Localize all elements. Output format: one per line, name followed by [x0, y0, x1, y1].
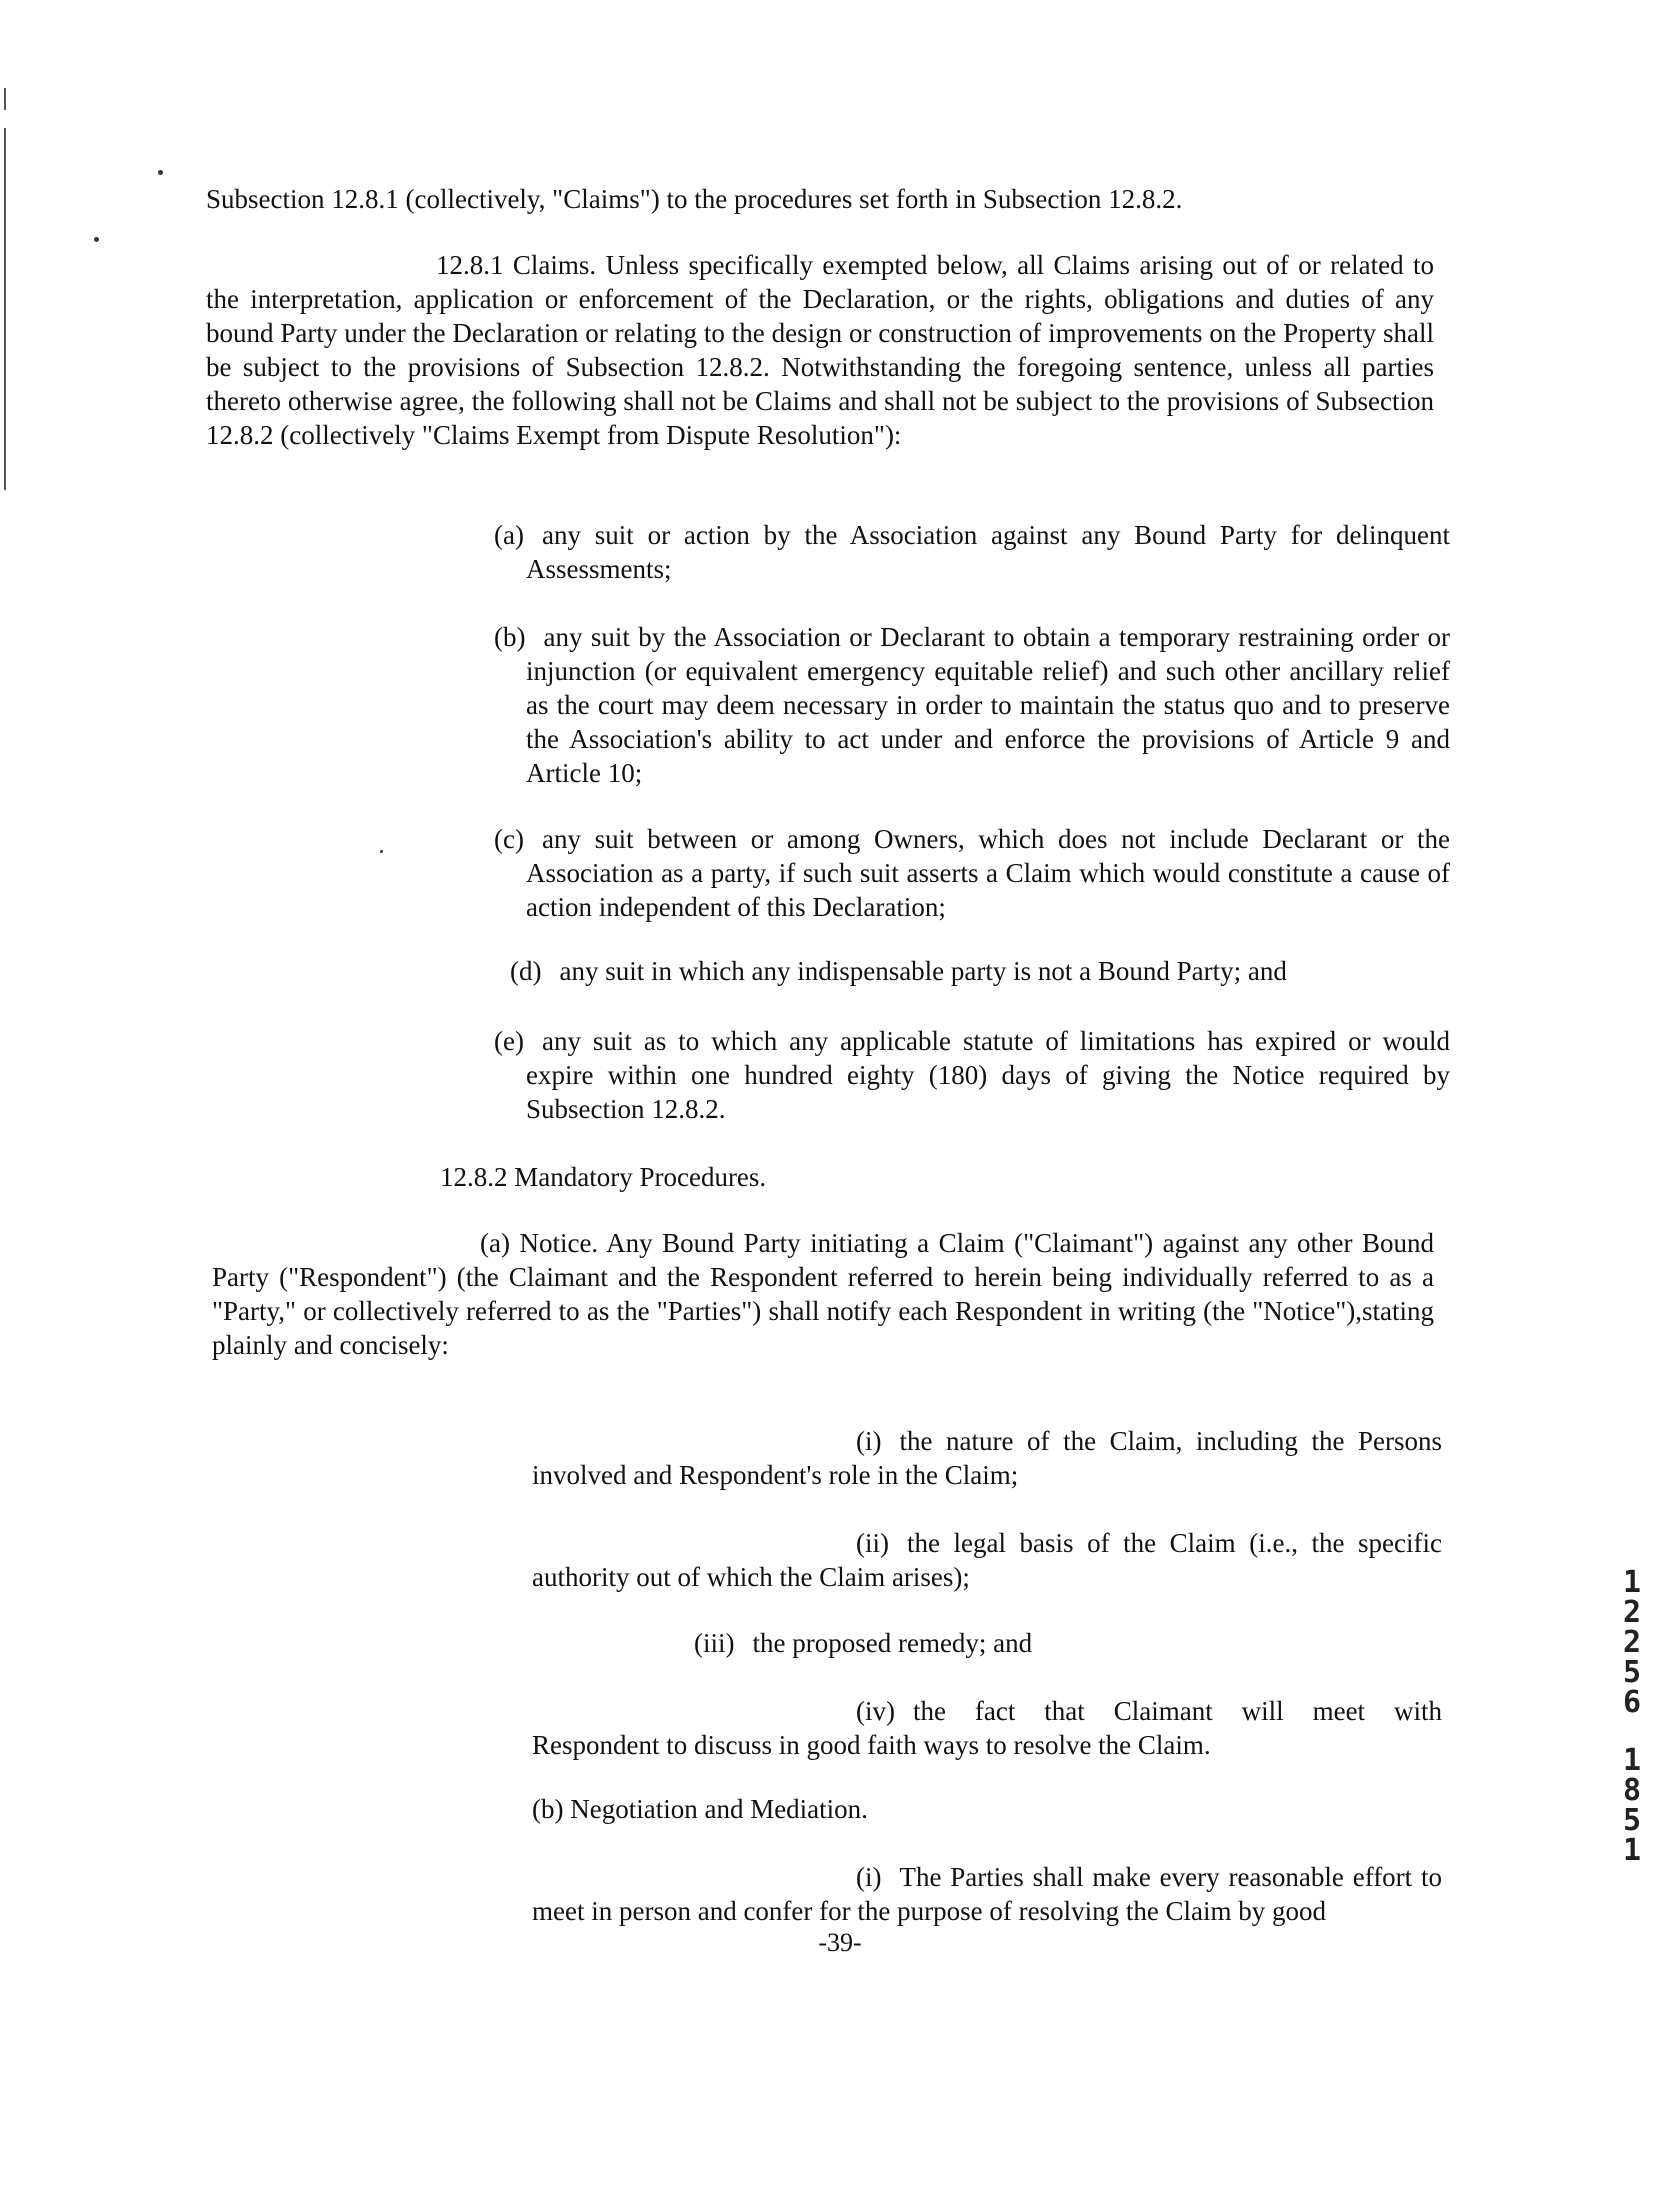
item-label: (e)	[494, 1026, 524, 1056]
stamp-digit: 1	[1622, 1743, 1642, 1778]
scan-margin-line	[4, 128, 6, 490]
item-label: (i)	[856, 1862, 882, 1892]
intro-line: Subsection 12.8.1 (collectively, "Claims") to the procedures set forth in Subsection 12.8.2.	[206, 184, 1183, 214]
stamp-digit: 1	[1622, 1565, 1642, 1600]
exempt-item-e	[494, 1024, 1450, 1126]
item-text: the proposed remedy; and	[752, 1628, 1033, 1658]
stamp-digit: 5	[1622, 1803, 1642, 1838]
claims-paragraph: 12.8.1 Claims. Unless specifically exempted below, all Claims arising out of or related to the interpretation, application or enforcement of the Declaration, or the rights, obligations and duties of any bound Party under the Declaration or relating to the design or construction of improvements on the Property shall be subject to the provisions of Subsection 12.8.2. Notwithstanding the foregoing sentence, unless all parties thereto otherwise agree, the following shall not be Claims and shall not be subject to the provisions of Subsection 12.8.2 (collectively "Claims Exempt from Dispute Resolution"):	[206, 250, 1434, 450]
scan-margin-mark	[4, 88, 6, 110]
item-label: (iii)	[694, 1628, 735, 1658]
item-text: The Parties shall make every reasonable effort to meet in person and confer for the purpose of resolving the Claim by good	[532, 1862, 1442, 1926]
negotiation-heading: (b) Negotiation and Mediation.	[532, 1794, 868, 1824]
item-text: the nature of the Claim, including the Persons involved and Respondent's role in the Claim;	[532, 1426, 1442, 1490]
item-label: (b)	[494, 622, 526, 652]
page-number: -39-	[818, 1928, 862, 1957]
item-label: (a)	[494, 520, 524, 550]
item-text: any suit as to which any applicable statute of limitations has expired or would expire within one hundred eighty (180) days of giving the Notice required by Subsection 12.8.2.	[526, 1026, 1450, 1124]
scan-speck	[158, 170, 163, 175]
notice-item-i	[532, 1424, 1442, 1492]
notice-paragraph: (a) Notice. Any Bound Party initiating a Claim ("Claimant") against any other Bound Party ("Respondent") (the Claimant and the Respondent referred to herein being individually referred to as a "Party," or collectively referred to as the "Parties") shall notify each Respondent in writing (the "Notice"),stating plainly and concisely:	[212, 1228, 1434, 1360]
item-text: the fact that Claimant will meet with Respondent to discuss in good faith ways to resolve the Claim.	[532, 1696, 1442, 1760]
scan-speck	[380, 850, 383, 853]
procedures-heading: 12.8.2 Mandatory Procedures.	[440, 1162, 767, 1192]
stamp-digit: 5	[1622, 1655, 1642, 1690]
stamp-digit: 1	[1622, 1833, 1642, 1868]
item-text: any suit or action by the Association against any Bound Party for delinquent Assessments;	[526, 520, 1450, 584]
item-text: the legal basis of the Claim (i.e., the specific authority out of which the Claim arises);	[532, 1528, 1442, 1592]
item-text: any suit between or among Owners, which does not include Declarant or the Association as a party, if such suit asserts a Claim which would constitute a cause of action independent of this Declaration;	[526, 824, 1450, 922]
exempt-item-c	[494, 822, 1450, 924]
exempt-item-b	[494, 620, 1450, 790]
item-text: any suit by the Association or Declarant to obtain a temporary restraining order or injunction (or equivalent emergency equitable relief) and such other ancillary relief as the court may deem necessary in order to maintain the status quo and to preserve the Association's ability to act under and enforce the provisions of Article 9 and Article 10;	[526, 622, 1450, 788]
item-label: (i)	[856, 1426, 882, 1456]
scan-speck	[94, 237, 99, 242]
exempt-item-d	[510, 954, 1287, 988]
negotiation-item-i	[532, 1860, 1442, 1928]
item-label: (iv)	[856, 1696, 895, 1726]
stamp-digit: 2	[1622, 1595, 1642, 1630]
item-label: (ii)	[856, 1528, 889, 1558]
notice-item-iii	[694, 1626, 1032, 1660]
stamp-digit: 8	[1622, 1773, 1642, 1808]
notice-item-iv	[532, 1694, 1442, 1762]
recording-stamp	[1612, 1565, 1652, 1868]
item-label: (c)	[494, 824, 524, 854]
item-label: (d)	[510, 956, 542, 986]
notice-item-ii	[532, 1526, 1442, 1594]
stamp-digit: 2	[1622, 1625, 1642, 1660]
exempt-item-a	[494, 518, 1450, 586]
stamp-digit: 6	[1622, 1685, 1642, 1720]
item-text: any suit in which any indispensable party is not a Bound Party; and	[559, 956, 1287, 986]
